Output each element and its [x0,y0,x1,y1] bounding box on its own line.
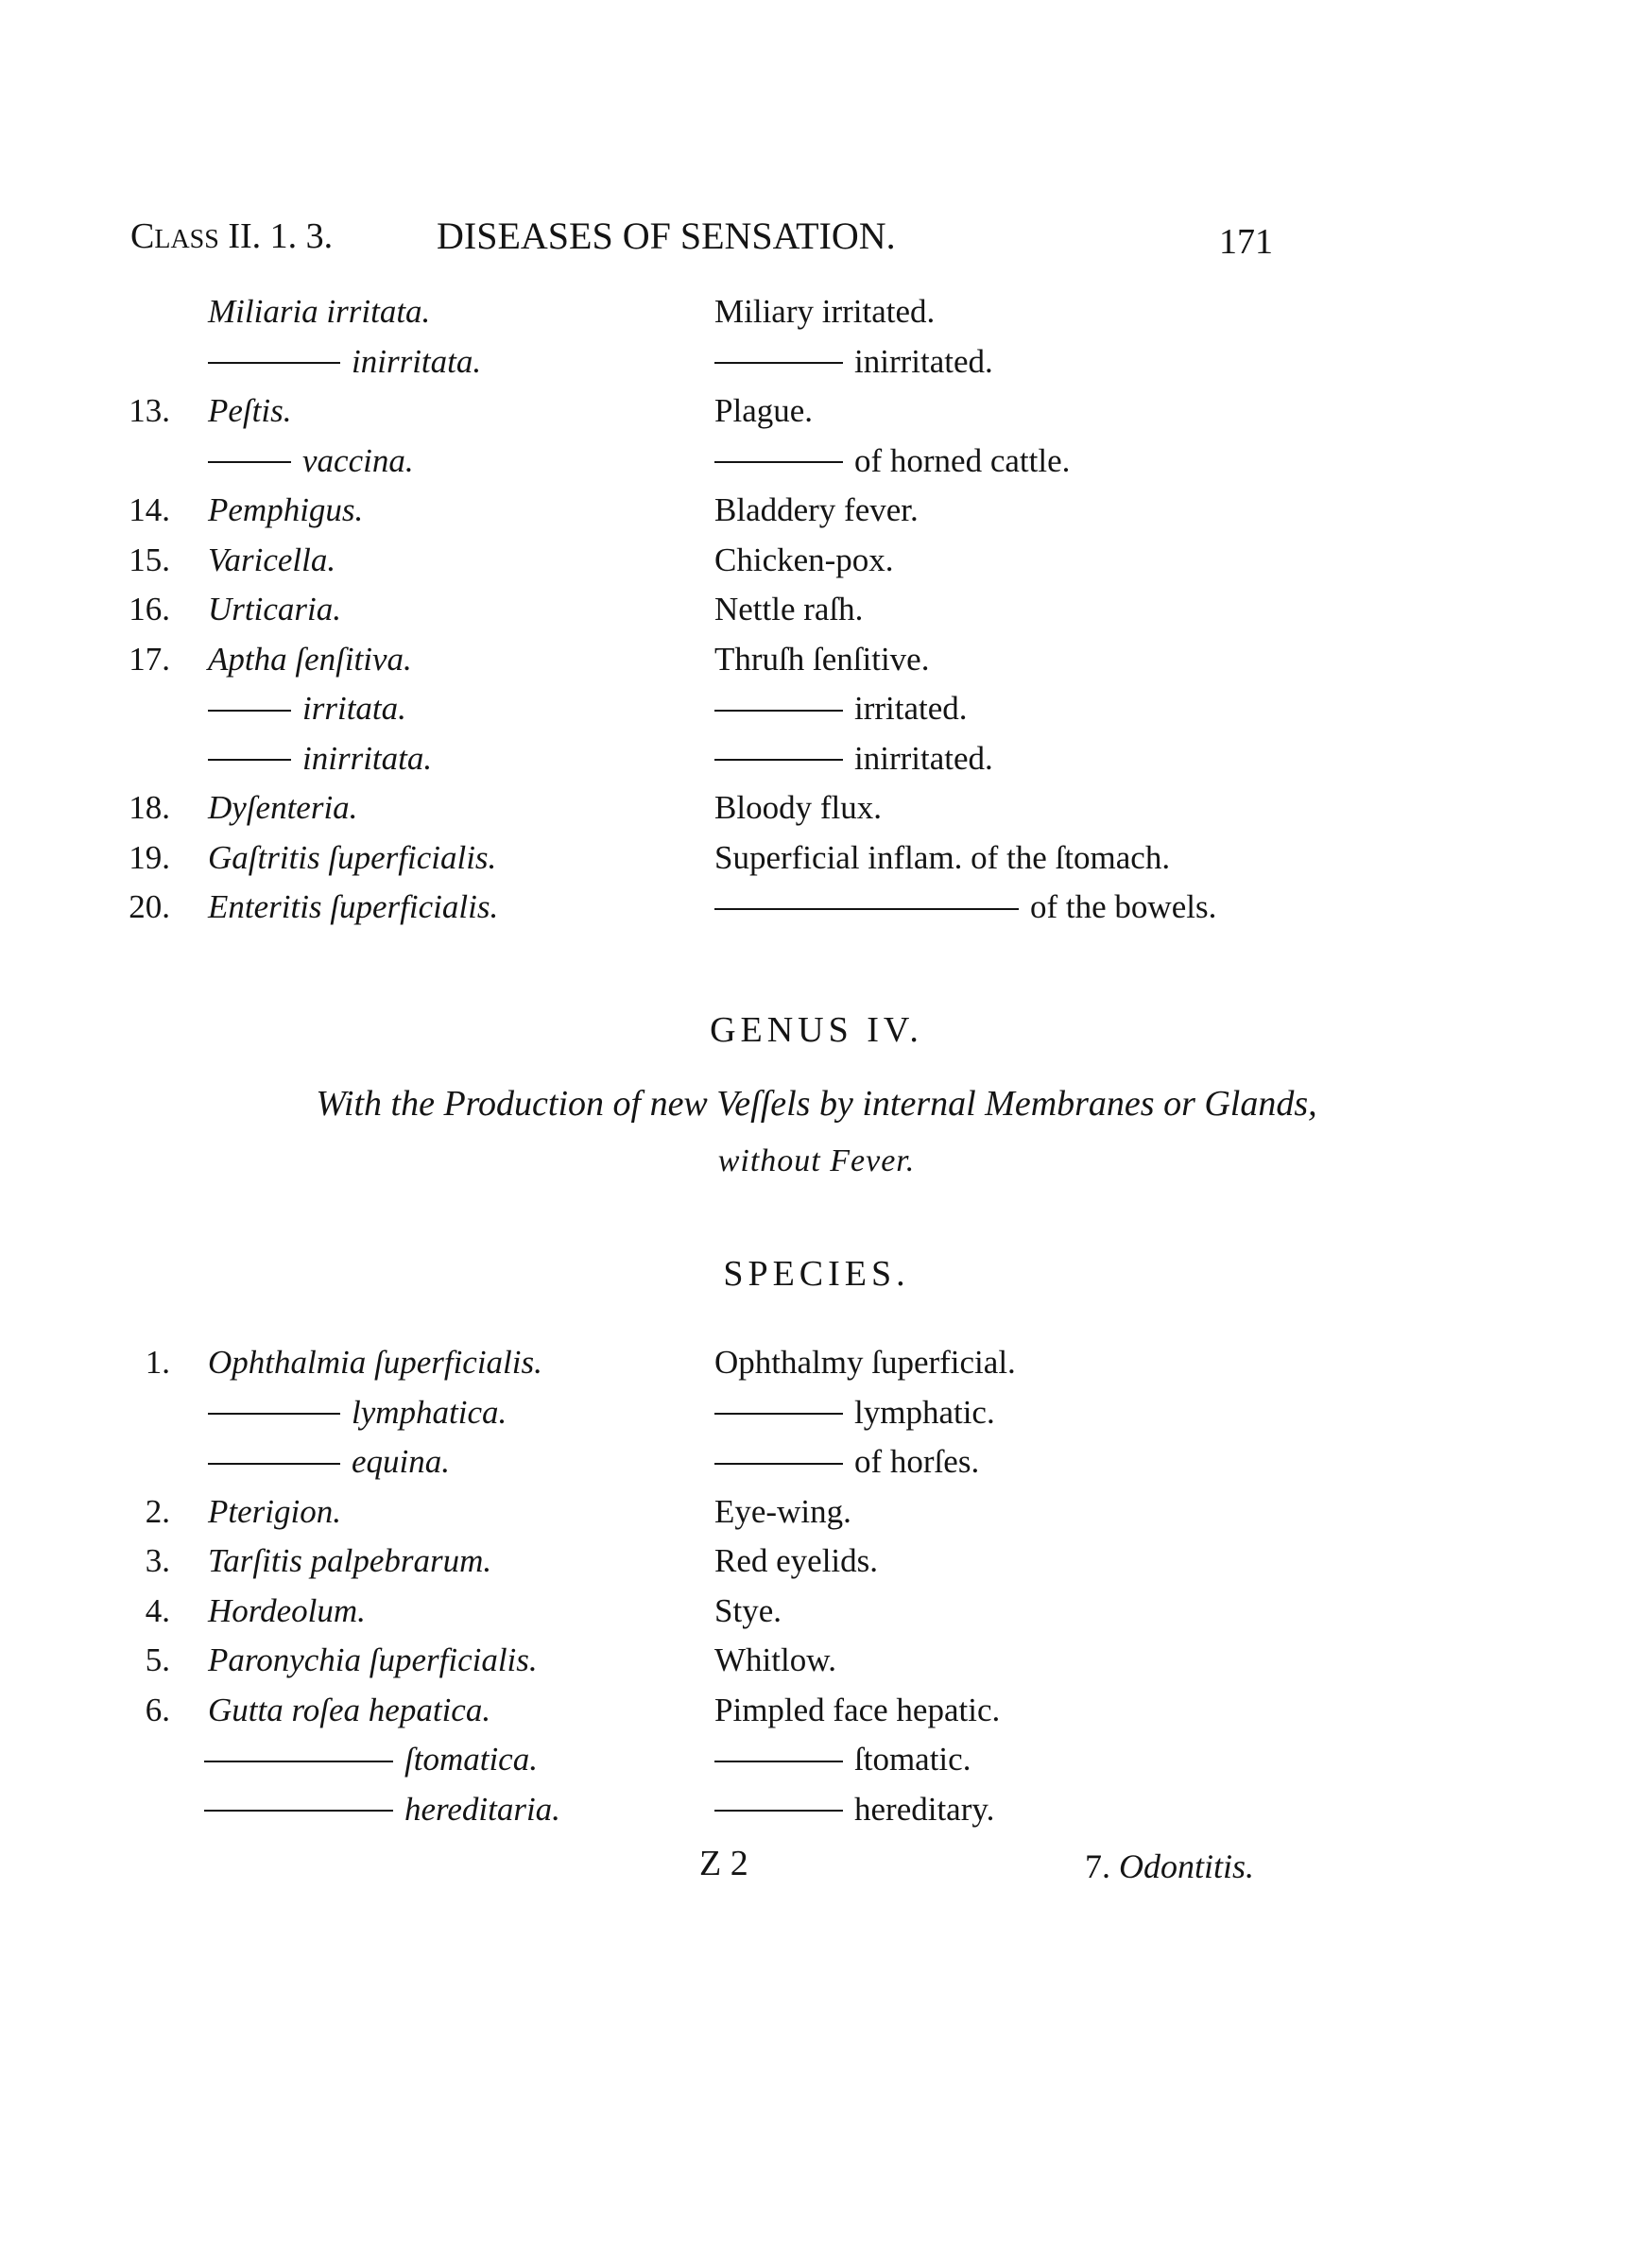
ditto-dash [208,710,291,712]
entry-number: 4. [145,1591,170,1629]
latin-text: Hordeolum. [208,1591,366,1629]
english-name [714,1338,1016,1387]
english-text: ſtomatic. [854,1741,971,1778]
english-name [714,387,813,436]
latin-name [204,1735,538,1784]
list-row [0,635,1633,684]
english-text: Whitlow. [714,1641,836,1678]
english-name [714,1636,836,1685]
latin-text: Pterigion. [208,1492,341,1530]
ditto-dash [208,362,340,364]
entry-number: 1. [145,1344,170,1381]
english-name [714,1735,971,1784]
entry-number: 19. [129,838,170,876]
english-name [714,783,882,833]
ditto-dash [714,1463,843,1465]
latin-name [208,486,363,535]
species-heading: SPECIES. [723,1254,910,1294]
entry-number: 15. [129,541,170,578]
entry-number: 16. [129,591,170,627]
entry-number: 13. [129,392,170,429]
english-name [714,337,993,387]
english-text: of horſes. [854,1443,980,1480]
genus-description-line1: With the Production of new Veſſels by internal Membranes or Glands, [316,1084,1317,1124]
list-row [0,387,1633,436]
latin-text: Aptha ſenſitiva. [208,640,412,678]
english-name [714,1537,878,1586]
latin-name [208,635,412,684]
english-text: Miliary irritated. [714,293,936,330]
latin-text: vaccina. [302,441,414,479]
entry-number: 20. [129,888,170,925]
english-name [714,1487,851,1537]
latin-text: Pemphigus. [208,491,364,528]
signature-mark: Z 2 [699,1844,748,1883]
list-row [0,287,1633,336]
latin-name [208,833,496,883]
latin-text: lymphatica. [352,1393,507,1431]
ditto-dash [714,461,843,463]
english-text: Bloody flux. [714,789,882,826]
latin-name [204,1785,560,1834]
latin-text: Urticaria. [208,591,341,627]
english-text: of the bowels. [1030,888,1217,925]
list-row [0,1686,1633,1735]
english-name [714,883,1216,932]
entry-number: 5. [145,1641,170,1678]
latin-name [208,883,498,932]
latin-text: Ophthalmia ſuperficialis. [208,1344,542,1381]
latin-text: Varicella. [208,541,336,578]
english-name [714,536,894,585]
genus-description-line2: without Fever. [717,1143,916,1178]
latin-name [208,387,291,436]
english-text: Chicken-pox. [714,541,894,578]
ditto-dash [204,1761,393,1762]
english-name [714,287,935,336]
latin-name [208,536,335,585]
ditto-dash [208,461,291,463]
latin-name [208,337,481,387]
english-text: Plague. [714,392,814,429]
latin-name [208,1338,542,1387]
english-name [714,1587,782,1636]
english-text: inirritated. [854,342,993,380]
latin-name [208,585,341,634]
english-name [714,1785,994,1834]
latin-text: Peſtis. [208,392,292,429]
list-row [0,337,1633,387]
list-row [0,486,1633,535]
entry-number: 17. [129,640,170,678]
list-row [0,536,1633,585]
latin-name [208,1686,490,1735]
english-name [714,734,993,783]
english-name [714,833,1170,883]
latin-text: hereditaria. [404,1790,560,1828]
english-name [714,684,968,733]
list-row [0,1785,1633,1834]
english-name [714,585,863,634]
entry-number: 3. [145,1542,170,1579]
english-text: Stye. [714,1591,782,1629]
latin-text: Paronychia ſuperficialis. [208,1641,538,1678]
latin-text: equina. [352,1443,451,1480]
latin-text: Dyſenteria. [208,789,358,826]
english-name [714,486,919,535]
list-row [0,883,1633,932]
english-text: irritated. [854,690,968,727]
list-row [0,684,1633,733]
list-row [0,1338,1633,1387]
latin-name [208,1388,507,1437]
latin-text: Gaſtritis ſuperficialis. [208,838,497,876]
latin-name [208,1587,366,1636]
latin-name [208,1437,450,1486]
ditto-dash [714,1413,843,1415]
class-reference: CLASS II. 1. 3. [130,216,334,256]
ditto-dash [714,759,843,761]
entry-number: 6. [145,1691,170,1728]
english-text: Nettle raſh. [714,591,864,627]
latin-name [208,734,432,783]
english-text: Ophthalmy ſuperficial. [714,1344,1016,1381]
ditto-dash [714,908,1019,910]
ditto-dash [208,759,291,761]
list-row [0,1636,1633,1685]
latin-name [208,1487,341,1537]
list-row [0,734,1633,783]
list-row [0,437,1633,486]
latin-name [208,437,414,486]
english-text: of horned cattle. [854,441,1071,479]
ditto-dash [714,1761,843,1762]
english-text: Eye-wing. [714,1492,851,1530]
list-row [0,1487,1633,1537]
latin-name [208,1636,538,1685]
english-text: Superficial inflam. of the ſtomach. [714,838,1171,876]
list-row [0,1537,1633,1586]
latin-name [208,1537,491,1586]
list-row [0,1735,1633,1784]
ditto-dash [208,1463,340,1465]
latin-name [208,783,357,833]
genus-heading: GENUS IV. [710,1010,923,1050]
english-name [714,1437,979,1486]
entry-number: 18. [129,789,170,826]
latin-text: Miliaria irritata. [208,293,431,330]
english-name [714,437,1070,486]
english-text: Red eyelids. [714,1542,879,1579]
latin-text: Enteritis ſuperficialis. [208,888,499,925]
list-row [0,833,1633,883]
english-text: Pimpled face hepatic. [714,1691,1001,1728]
list-row [0,1437,1633,1486]
list-row [0,1388,1633,1437]
latin-text: ſtomatica. [404,1741,538,1778]
ditto-dash [208,1413,340,1415]
page-number: 171 [1219,222,1273,262]
english-name [714,635,929,684]
list-row [0,783,1633,833]
latin-name [208,684,406,733]
ditto-dash [714,710,843,712]
ditto-dash [714,362,843,364]
ditto-dash [204,1810,393,1812]
ditto-dash [714,1810,843,1812]
entry-number: 14. [129,491,170,528]
latin-text: inirritata. [302,739,433,777]
latin-text: inirritata. [352,342,482,380]
catchword: 7. Odontitis. [1085,1847,1255,1885]
list-row [0,585,1633,634]
english-name [714,1388,995,1437]
latin-text: Gutta roſea hepatica. [208,1691,491,1728]
english-text: Bladdery fever. [714,491,919,528]
english-text: Thruſh ſenſitive. [714,640,930,678]
english-text: inirritated. [854,739,993,777]
entry-number: 2. [145,1492,170,1530]
page-title: DISEASES OF SENSATION. [437,215,896,257]
english-text: hereditary. [854,1790,995,1828]
latin-name [208,287,430,336]
running-header [0,215,1633,272]
english-name [714,1686,1000,1735]
latin-text: irritata. [302,690,406,727]
latin-text: Tarſitis palpebrarum. [208,1542,492,1579]
list-row [0,1587,1633,1636]
english-text: lymphatic. [854,1393,995,1431]
